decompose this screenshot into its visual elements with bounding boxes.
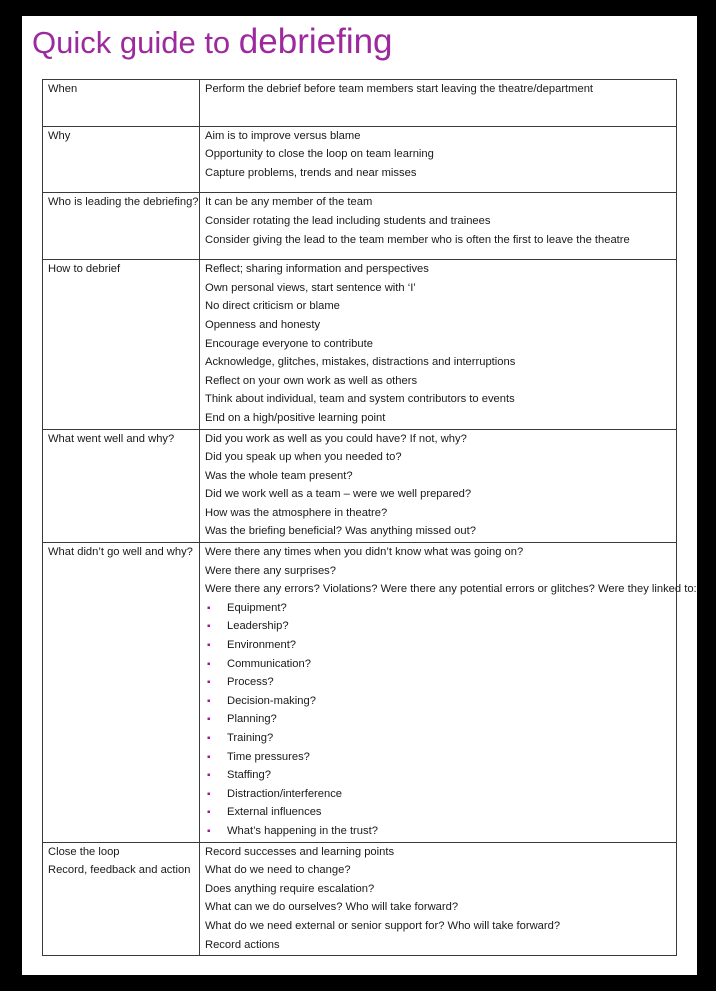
table-row-went-well xyxy=(43,429,677,543)
content-line: Were there any errors? Violations? Were there any potential errors or glitches? Were they linked to: xyxy=(205,583,697,596)
content-line: Did you speak up when you needed to? xyxy=(205,451,402,464)
bullet-item xyxy=(205,656,671,675)
square-bullet-icon: ▪ xyxy=(207,621,211,633)
content-line: It can be any member of the team xyxy=(205,196,373,209)
row-content-cell xyxy=(200,429,677,543)
title-part-1: Quick guide to xyxy=(32,25,239,60)
row-label-cell xyxy=(43,543,200,843)
content-line: Reflect on your own work as well as others xyxy=(205,374,418,387)
content-line: End on a high/positive learning point xyxy=(205,411,386,424)
content-line: Did we work well as a team – were we well prepared? xyxy=(205,488,472,501)
content-line: Think about individual, team and system contributors to events xyxy=(205,393,515,406)
content-line: Did you work as well as you could have? If not, why? xyxy=(205,432,467,445)
title-part-2: debriefing xyxy=(238,22,393,61)
bullet-item xyxy=(205,600,671,619)
row-content-cell xyxy=(200,260,677,429)
row-label-cell xyxy=(43,126,200,193)
content-line: Record actions xyxy=(205,938,280,951)
content-line: Reflect; sharing information and perspectives xyxy=(205,263,429,276)
row-label-cell xyxy=(43,193,200,260)
bullet-text: Equipment? xyxy=(227,601,287,614)
square-bullet-icon: ▪ xyxy=(207,770,211,782)
row-label: What didn’t go well and why? xyxy=(48,546,193,559)
square-bullet-icon: ▪ xyxy=(207,677,211,689)
square-bullet-icon: ▪ xyxy=(207,807,211,819)
bullet-text: Staffing? xyxy=(227,769,271,782)
content-line: Consider rotating the lead including students and trainees xyxy=(205,214,491,227)
square-bullet-icon: ▪ xyxy=(207,825,211,837)
row-label: How to debrief xyxy=(48,263,121,276)
content-line: How was the atmosphere in theatre? xyxy=(205,506,388,519)
square-bullet-icon: ▪ xyxy=(207,788,211,800)
bullet-item xyxy=(205,711,671,730)
content-line: What can we do ourselves? Who will take forward? xyxy=(205,901,459,914)
bullet-item xyxy=(205,823,671,842)
content-line: Openness and honesty xyxy=(205,318,321,331)
table-row-who-leads xyxy=(43,193,677,260)
row-label-cell xyxy=(43,260,200,429)
content-line: Does anything require escalation? xyxy=(205,882,375,895)
content-line: Opportunity to close the loop on team learning xyxy=(205,148,434,161)
debrief-guide-table xyxy=(42,79,697,956)
bullet-item xyxy=(205,730,671,749)
bullet-text: Communication? xyxy=(227,657,311,670)
content-line: Was the briefing beneficial? Was anything missed out? xyxy=(205,525,476,538)
row-content-cell xyxy=(200,80,677,127)
bullet-item xyxy=(205,674,671,693)
document-page xyxy=(22,16,697,975)
row-content-cell xyxy=(200,543,697,843)
bullet-item xyxy=(205,767,671,786)
content-line: Were there any times when you didn’t know what was going on? xyxy=(205,546,524,559)
content-line: Record successes and learning points xyxy=(205,845,395,858)
bullet-text: Process? xyxy=(227,676,274,689)
bullet-text: Leadership? xyxy=(227,620,289,633)
row-label-cell xyxy=(43,842,200,956)
page-title xyxy=(32,20,393,71)
bullet-text: Decision-making? xyxy=(227,694,316,707)
bullet-text: Environment? xyxy=(227,639,297,652)
row-label: Why xyxy=(48,129,71,142)
table-row-didnt-go-well xyxy=(43,543,677,843)
square-bullet-icon: ▪ xyxy=(207,751,211,763)
table-row-when xyxy=(43,80,677,127)
cell-spacer xyxy=(205,183,671,192)
content-line: Consider giving the lead to the team member who is often the first to leave the theatre xyxy=(205,233,630,246)
bullet-item xyxy=(205,749,671,768)
square-bullet-icon: ▪ xyxy=(207,640,211,652)
row-content-cell xyxy=(200,842,677,956)
square-bullet-icon: ▪ xyxy=(207,714,211,726)
content-line: What do we need to change? xyxy=(205,864,351,877)
bullet-text: External influences xyxy=(227,806,322,819)
row-label: When xyxy=(48,83,78,95)
square-bullet-icon: ▪ xyxy=(207,658,211,670)
row-content-cell xyxy=(200,193,677,260)
bullet-text: Planning? xyxy=(227,713,277,726)
bullet-item xyxy=(205,637,671,656)
content-line: What do we need external or senior support for? Who will take forward? xyxy=(205,919,561,932)
bullet-text: Time pressures? xyxy=(227,750,310,763)
content-line: Encourage everyone to contribute xyxy=(205,337,373,350)
row-label: What went well and why? xyxy=(48,432,175,445)
bullet-text: What’s happening in the trust? xyxy=(227,824,378,837)
row-label: Close the loop xyxy=(48,845,120,858)
bullet-item xyxy=(205,693,671,712)
bullet-text: Distraction/interference xyxy=(227,787,343,800)
content-line: No direct criticism or blame xyxy=(205,300,340,313)
row-label: Record, feedback and action xyxy=(48,864,191,877)
cell-spacer xyxy=(205,250,671,259)
square-bullet-icon: ▪ xyxy=(207,695,211,707)
row-content-cell xyxy=(200,126,677,193)
row-label-cell xyxy=(43,429,200,543)
row-label-cell xyxy=(43,80,200,127)
content-line: Acknowledge, glitches, mistakes, distractions and interruptions xyxy=(205,356,516,369)
bullet-item xyxy=(205,618,671,637)
content-line: Were there any surprises? xyxy=(205,564,336,577)
bullet-item xyxy=(205,804,671,823)
bullet-item xyxy=(205,786,671,805)
cell-spacer xyxy=(205,100,671,126)
content-line: Capture problems, trends and near misses xyxy=(205,166,417,179)
content-line: Own personal views, start sentence with ‘I’ xyxy=(205,281,416,294)
content-line: Aim is to improve versus blame xyxy=(205,129,361,142)
bullet-text: Training? xyxy=(227,732,274,744)
table-row-how-to-debrief xyxy=(43,260,677,429)
content-line: Was the whole team present? xyxy=(205,469,353,482)
table-row-why xyxy=(43,126,677,193)
content-line: Perform the debrief before team members start leaving the theatre/department xyxy=(205,83,594,95)
square-bullet-icon: ▪ xyxy=(207,733,211,744)
table-row-close-the-loop xyxy=(43,842,677,956)
row-label: Who is leading the debriefing? xyxy=(48,196,199,209)
square-bullet-icon: ▪ xyxy=(207,602,211,614)
